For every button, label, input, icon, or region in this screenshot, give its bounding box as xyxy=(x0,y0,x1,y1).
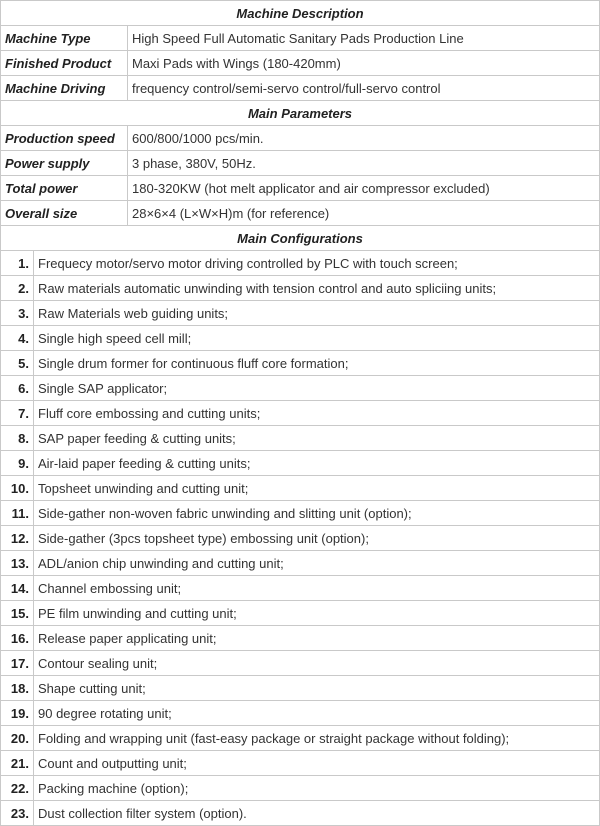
config-text: Folding and wrapping unit (fast-easy package or straight package without folding); xyxy=(34,726,600,751)
config-number: 14. xyxy=(1,576,34,601)
config-row xyxy=(1,526,600,551)
spec-value: 3 phase, 380V, 50Hz. xyxy=(128,151,600,176)
spec-row xyxy=(1,76,600,101)
config-row xyxy=(1,451,600,476)
config-number: 6. xyxy=(1,376,34,401)
spec-label: Machine Driving xyxy=(1,76,128,101)
config-text: Packing machine (option); xyxy=(34,776,600,801)
config-text: Dust collection filter system (option). xyxy=(34,801,600,826)
config-number: 19. xyxy=(1,701,34,726)
config-row xyxy=(1,301,600,326)
config-number: 15. xyxy=(1,601,34,626)
spec-value: Maxi Pads with Wings (180-420mm) xyxy=(128,51,600,76)
spec-label: Finished Product xyxy=(1,51,128,76)
config-number: 16. xyxy=(1,626,34,651)
config-number: 10. xyxy=(1,476,34,501)
config-row xyxy=(1,751,600,776)
config-row xyxy=(1,776,600,801)
config-row xyxy=(1,501,600,526)
config-row xyxy=(1,251,600,276)
config-text: Raw Materials web guiding units; xyxy=(34,301,600,326)
config-text: Side-gather non-woven fabric unwinding and slitting unit (option); xyxy=(34,501,600,526)
spec-row xyxy=(1,26,600,51)
config-text: Channel embossing unit; xyxy=(34,576,600,601)
spec-value: 600/800/1000 pcs/min. xyxy=(128,126,600,151)
config-row xyxy=(1,576,600,601)
config-number: 18. xyxy=(1,676,34,701)
config-text: Contour sealing unit; xyxy=(34,651,600,676)
config-row xyxy=(1,601,600,626)
config-row xyxy=(1,276,600,301)
config-row xyxy=(1,651,600,676)
config-text: Count and outputting unit; xyxy=(34,751,600,776)
config-text: Frequecy motor/servo motor driving controlled by PLC with touch screen; xyxy=(34,251,600,276)
config-text: Release paper applicating unit; xyxy=(34,626,600,651)
config-row xyxy=(1,426,600,451)
config-text: Raw materials automatic unwinding with tension control and auto spliciing units; xyxy=(34,276,600,301)
config-text: Topsheet unwinding and cutting unit; xyxy=(34,476,600,501)
section-header-row xyxy=(1,1,600,26)
config-number: 12. xyxy=(1,526,34,551)
spec-label: Overall size xyxy=(1,201,128,226)
config-text: Side-gather (3pcs topsheet type) embossing unit (option); xyxy=(34,526,600,551)
spec-label: Power supply xyxy=(1,151,128,176)
config-text: ADL/anion chip unwinding and cutting unit; xyxy=(34,551,600,576)
spec-value: High Speed Full Automatic Sanitary Pads Production Line xyxy=(128,26,600,51)
config-text: Fluff core embossing and cutting units; xyxy=(34,401,600,426)
config-row xyxy=(1,726,600,751)
spec-label: Production speed xyxy=(1,126,128,151)
section-header-row xyxy=(1,226,600,251)
config-number: 2. xyxy=(1,276,34,301)
spec-value: frequency control/semi-servo control/full-servo control xyxy=(128,76,600,101)
config-number: 17. xyxy=(1,651,34,676)
config-row xyxy=(1,351,600,376)
config-number: 3. xyxy=(1,301,34,326)
spec-value: 180-320KW (hot melt applicator and air compressor excluded) xyxy=(128,176,600,201)
config-row xyxy=(1,376,600,401)
spec-label: Total power xyxy=(1,176,128,201)
spec-row xyxy=(1,201,600,226)
config-number: 9. xyxy=(1,451,34,476)
section-title-machine-description: Machine Description xyxy=(1,1,600,26)
section-header-row xyxy=(1,101,600,126)
config-number: 5. xyxy=(1,351,34,376)
config-row xyxy=(1,551,600,576)
config-text: Air-laid paper feeding & cutting units; xyxy=(34,451,600,476)
config-text: Single SAP applicator; xyxy=(34,376,600,401)
config-row xyxy=(1,401,600,426)
spec-label: Machine Type xyxy=(1,26,128,51)
config-text: SAP paper feeding & cutting units; xyxy=(34,426,600,451)
config-row xyxy=(1,476,600,501)
config-number: 7. xyxy=(1,401,34,426)
config-text: PE film unwinding and cutting unit; xyxy=(34,601,600,626)
config-number: 21. xyxy=(1,751,34,776)
config-text: Shape cutting unit; xyxy=(34,676,600,701)
config-number: 20. xyxy=(1,726,34,751)
config-number: 22. xyxy=(1,776,34,801)
spec-value: 28×6×4 (L×W×H)m (for reference) xyxy=(128,201,600,226)
config-row xyxy=(1,676,600,701)
section-title-main-configurations: Main Configurations xyxy=(1,226,600,251)
config-number: 13. xyxy=(1,551,34,576)
spec-row xyxy=(1,151,600,176)
section-title-main-parameters: Main Parameters xyxy=(1,101,600,126)
config-row xyxy=(1,626,600,651)
config-number: 23. xyxy=(1,801,34,826)
config-row xyxy=(1,701,600,726)
config-text: Single drum former for continuous fluff core formation; xyxy=(34,351,600,376)
config-row xyxy=(1,801,600,826)
config-number: 1. xyxy=(1,251,34,276)
spec-row xyxy=(1,51,600,76)
config-row xyxy=(1,326,600,351)
spec-row xyxy=(1,176,600,201)
config-text: Single high speed cell mill; xyxy=(34,326,600,351)
config-text: 90 degree rotating unit; xyxy=(34,701,600,726)
spec-row xyxy=(1,126,600,151)
config-number: 11. xyxy=(1,501,34,526)
config-number: 8. xyxy=(1,426,34,451)
config-number: 4. xyxy=(1,326,34,351)
